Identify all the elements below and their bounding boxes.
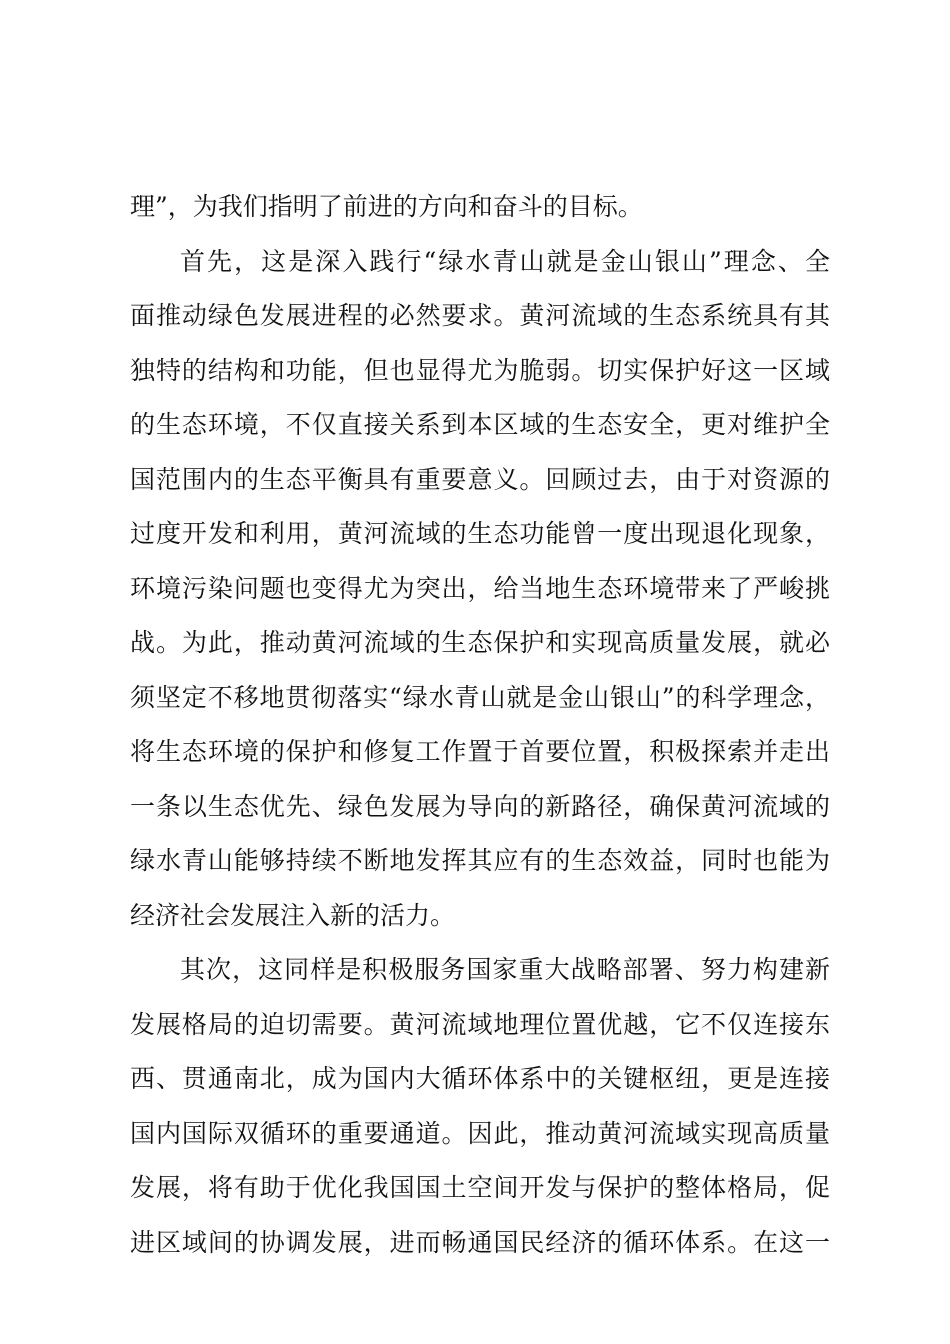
paragraph-line: 须坚定不移地贯彻落实“绿水青山就是金山银山”的科学理念， [130,682,830,712]
paragraph-line: 过度开发和利用，黄河流域的生态功能曾一度出现退化现象， [130,519,830,548]
paragraph-line: 发展格局的迫切需要。黄河流域地理位置优越，它不仅连接东 [130,1009,830,1039]
paragraph-line: 国内国际双循环的重要通道。因此，推动黄河流域实现高质量 [130,1118,830,1148]
paragraph-line: 国范围内的生态平衡具有重要意义。回顾过去，由于对资源的 [130,464,830,494]
paragraph-line: 一条以生态优先、绿色发展为导向的新路径，确保黄河流域的 [130,791,830,821]
paragraph-line: 首先，这是深入践行“绿水青山就是金山银山”理念、全 [180,246,830,276]
paragraph-line: 绿水青山能够持续不断地发挥其应有的生态效益，同时也能为 [130,846,830,875]
paragraph-line: 战。为此，推动黄河流域的生态保护和实现高质量发展，就必 [130,628,830,657]
paragraph-line: 其次，这同样是积极服务国家重大战略部署、努力构建新 [180,955,830,984]
paragraph-line: 将生态环境的保护和修复工作置于首要位置，积极探索并走出 [130,737,830,766]
paragraph-line: 环境污染问题也变得尤为突出，给当地生态环境带来了严峻挑 [130,573,830,603]
paragraph-line: 独特的结构和功能，但也显得尤为脆弱。切实保护好这一区域 [130,355,830,385]
paragraph-line: 进区域间的协调发展，进而畅通国民经济的循环体系。在这一 [130,1227,830,1257]
document-body [130,180,830,1270]
paragraph-line: 经济社会发展注入新的活力。 [130,900,456,930]
paragraph-line: 理”，为我们指明了前进的方向和奋斗的目标。 [130,192,643,221]
paragraph-line: 西、贯通南北，成为国内大循环体系中的关键枢纽，更是连接 [130,1064,830,1093]
paragraph-line: 面推动绿色发展进程的必然要求。黄河流域的生态系统具有其 [130,301,830,330]
paragraph-line: 发展，将有助于优化我国国土空间开发与保护的整体格局，促 [130,1173,830,1202]
paragraph-line: 的生态环境，不仅直接关系到本区域的生态安全，更对维护全 [130,410,830,439]
